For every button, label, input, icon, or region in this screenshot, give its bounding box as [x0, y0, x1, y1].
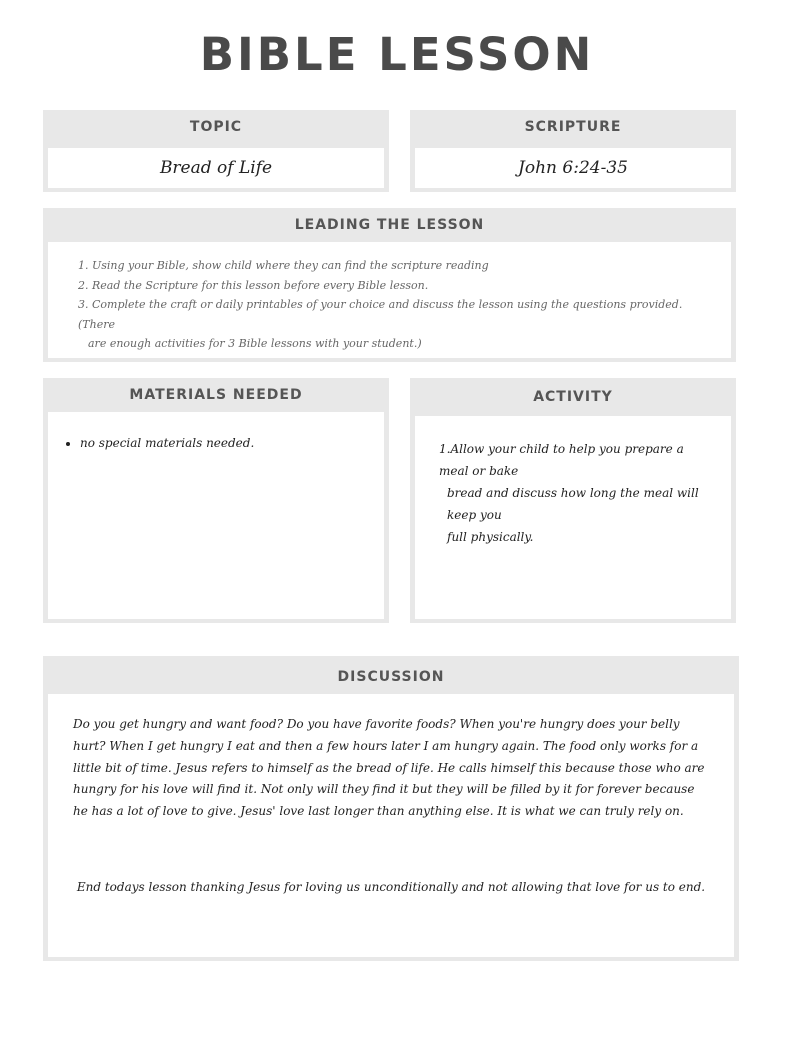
- scripture-field: [415, 148, 731, 188]
- scripture-value: John 6:24-35: [518, 158, 628, 178]
- activity-line: bread and discuss how long the meal will keep you: [447, 486, 699, 522]
- activity-line: full physically.: [447, 530, 534, 544]
- leading-steps: [48, 242, 731, 354]
- activity-text: [415, 416, 731, 548]
- discussion-body: [48, 694, 734, 957]
- materials-list: [48, 412, 384, 450]
- scripture-panel: [410, 110, 736, 192]
- activity-body: [415, 416, 731, 619]
- topic-field: [48, 148, 384, 188]
- activity-line: 1.Allow your child to help you prepare a meal or bake: [439, 442, 684, 478]
- list-item: • no special materials needed.: [80, 436, 374, 450]
- materials-body: [48, 412, 384, 619]
- list-item: are enough activities for 3 Bible lessons with your student.): [88, 337, 422, 350]
- list-item: 3. Complete the craft or daily printables of your choice and discuss the lesson using the questions provided. (There: [78, 298, 683, 331]
- leading-panel: [43, 208, 736, 362]
- discussion-label: DISCUSSION: [337, 669, 445, 685]
- discussion-text: Do you get hungry and want food? Do you have favorite foods? When you're hungry does your belly hurt? When I get hungry I eat and then a few hours later I am hungry again. The food only works for a little bit of time. Jesus refers to himself as the bread of life. He calls himself this because those who are hungry for his love will find it. Not only will they find it but they will be filled by it for forever because he has a lot of love to give. Jesus' love last longer than anything else. It is what we can truly rely on.: [73, 717, 705, 819]
- leading-body: [48, 242, 731, 358]
- topic-label: TOPIC: [189, 119, 243, 135]
- list-item: 2. Read the Scripture for this lesson before every Bible lesson.: [78, 278, 429, 292]
- materials-panel: [43, 378, 389, 623]
- topic-panel: [43, 110, 389, 192]
- scripture-label: SCRIPTURE: [524, 119, 622, 135]
- leading-label: LEADING THE LESSON: [294, 217, 485, 233]
- page-title: BIBLE LESSON: [199, 28, 595, 81]
- discussion-closing: End todays lesson thanking Jesus for loving us unconditionally and not allowing that love for us to end.: [76, 880, 706, 894]
- activity-panel: [410, 378, 736, 623]
- materials-label: MATERIALS NEEDED: [129, 387, 303, 403]
- list-item: 1. Using your Bible, show child where they can find the scripture reading: [78, 259, 489, 272]
- topic-value: Bread of Life: [159, 158, 273, 178]
- activity-label: ACTIVITY: [533, 389, 613, 405]
- discussion-panel: [43, 656, 739, 961]
